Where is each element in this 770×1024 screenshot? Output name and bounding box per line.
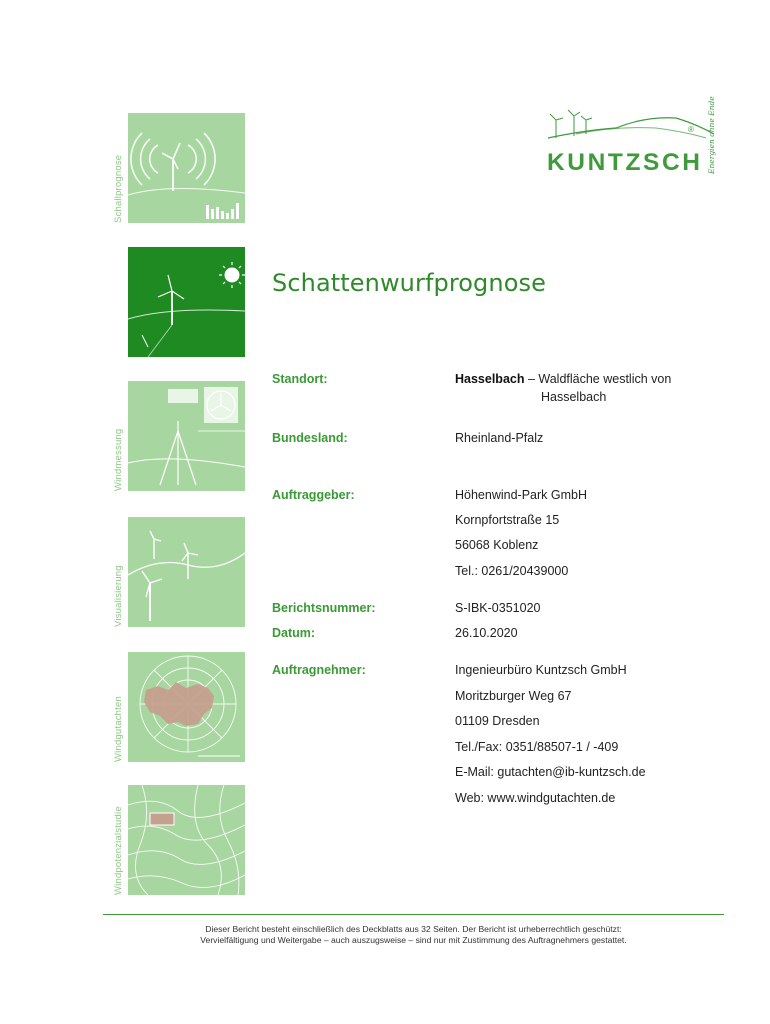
auftragnehmer-label: Auftragnehmer: [272, 663, 366, 677]
bundesland-value: Rheinland-Pfalz [455, 431, 544, 445]
sidebar-label-schallprognose: Schallprognose [113, 154, 124, 223]
met-mast-icon [128, 381, 245, 491]
datum-label: Datum: [272, 626, 316, 640]
visualisierung-image [128, 517, 245, 627]
auftragnehmer-line: Moritzburger Weg 67 [455, 689, 572, 703]
auftragnehmer-email: E-Mail: gutachten@ib-kuntzsch.de [455, 765, 646, 779]
auftraggeber-label: Auftraggeber: [272, 488, 355, 502]
turbines-landscape-icon [128, 517, 245, 627]
sound-waves-icon [128, 113, 245, 223]
berichtsnummer-value: S-IBK-0351020 [455, 601, 541, 615]
standort-label: Standort: [272, 372, 328, 386]
standort-value-line2: Hasselbach [541, 390, 607, 404]
auftragnehmer-line: Ingenieurbüro Kuntzsch GmbH [455, 663, 627, 677]
auftragnehmer-web: Web: www.windgutachten.de [455, 791, 616, 805]
datum-value: 26.10.2020 [455, 626, 518, 640]
footer-line-2: Vervielfältigung und Weitergabe – auch auszugsweise – sind nur mit Zustimmung des Auftragnehmers gestattet. [200, 935, 627, 945]
wind-rose-map-icon [128, 652, 245, 762]
contour-map-icon [128, 785, 245, 895]
sidebar-label-windpotenzialstudie: Windpotenzialstudie [113, 806, 124, 895]
auftraggeber-line: Kornpfortstraße 15 [455, 513, 560, 527]
sidebar-label-windgutachten: Windgutachten [113, 696, 124, 762]
sun-turbine-icon [128, 247, 245, 357]
berichtsnummer-label: Berichtsnummer: [272, 601, 376, 615]
windpotenzialstudie-image [128, 785, 245, 895]
registered-mark: ® [688, 125, 694, 134]
standort-name: Hasselbach [455, 372, 525, 386]
schallprognose-image [128, 113, 245, 223]
document-title: Schattenwurfprognose [272, 269, 546, 297]
windmessung-image [128, 381, 245, 491]
windgutachten-image [128, 652, 245, 762]
footer-divider [103, 914, 724, 915]
auftraggeber-line: Höhenwind-Park GmbH [455, 488, 587, 502]
bundesland-label: Bundesland: [272, 431, 348, 445]
logo-tagline: Energien ohne Ende [707, 96, 716, 174]
auftraggeber-line: 56068 Koblenz [455, 538, 539, 552]
standort-detail: – Waldfläche westlich von [524, 372, 672, 386]
auftragnehmer-line: 01109 Dresden [455, 714, 540, 728]
auftraggeber-line: Tel.: 0261/20439000 [455, 564, 569, 578]
kuntzsch-wordmark: KUNTZSCH [547, 149, 703, 176]
footer-line-1: Dieser Bericht besteht einschließlich des Deckblatts aus 32 Seiten. Der Bericht ist urheberrechtlich geschützt: [205, 924, 622, 934]
sidebar-label-windmessung: Windmessung [113, 428, 124, 491]
standort-value [455, 372, 671, 386]
auftragnehmer-line: Tel./Fax: 0351/88507-1 / -409 [455, 740, 619, 754]
sidebar-label-visualisierung: Visualisierung [113, 565, 124, 627]
schattenwurf-image [128, 247, 245, 357]
footer-notice [103, 924, 724, 946]
